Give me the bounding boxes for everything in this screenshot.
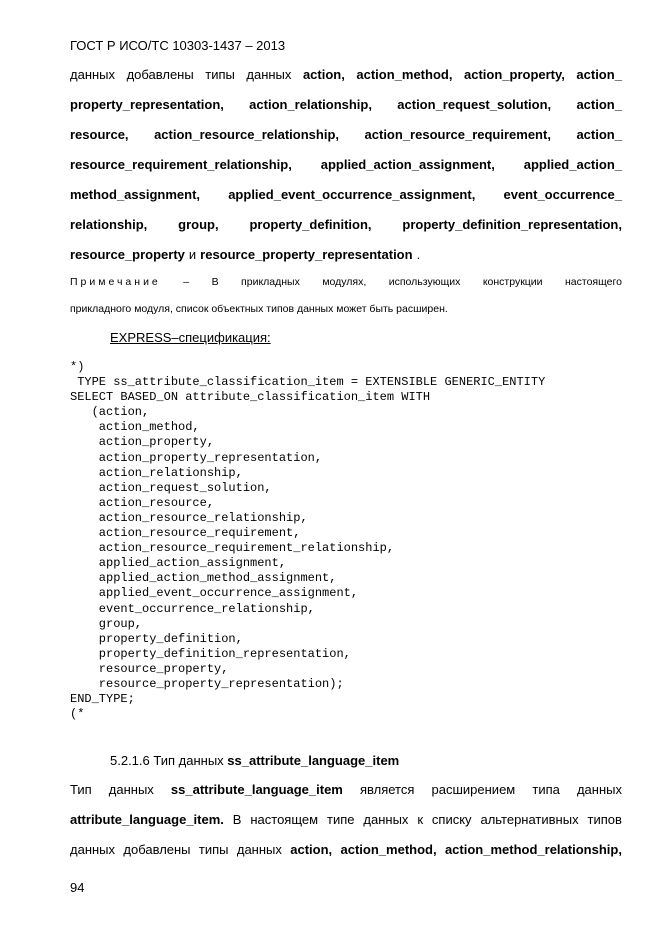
page-number: 94 [70, 880, 85, 895]
note-word: модулях, [322, 276, 367, 288]
note-line [70, 269, 622, 296]
word: списку [431, 812, 472, 827]
word: . [416, 247, 421, 262]
text-line [70, 835, 622, 865]
word: данных [70, 67, 116, 82]
text-line [70, 120, 622, 150]
note-word: – [183, 276, 190, 288]
document-header: ГОСТ Р ИСО/ТС 10303-1437 – 2013 [70, 38, 286, 53]
word: action, [290, 842, 333, 857]
word: applied_action_assignment, [320, 157, 495, 172]
word: типы [198, 842, 229, 857]
note-word: настоящего [565, 276, 622, 288]
word: Тип [70, 782, 92, 797]
word: action_ [576, 127, 622, 142]
word: ss_attribute_language_item [170, 782, 343, 797]
paragraph-language-item [70, 775, 622, 865]
word: типы [205, 67, 235, 82]
word: action_method, [340, 842, 437, 857]
word: action_ [576, 67, 622, 82]
word: action_property, [463, 67, 565, 82]
word: applied_action_ [523, 157, 622, 172]
word: В [232, 812, 242, 827]
text-line [70, 240, 622, 270]
word: action_relationship, [249, 97, 372, 112]
word: расширением [431, 782, 516, 797]
word: action_method, [356, 67, 453, 82]
word: group, [178, 217, 219, 232]
note-text: прикладного модуля, список объектных типов данных может быть расширен. [70, 303, 448, 315]
word: property_definition_representation, [402, 217, 622, 232]
word: event_occurrence_ [503, 187, 622, 202]
section-type-name: ss_attribute_language_item [227, 753, 400, 768]
word: action_method_relationship, [444, 842, 622, 857]
word: данных [236, 842, 282, 857]
section-heading [110, 753, 399, 768]
word: данных [576, 782, 622, 797]
note-word: прикладных [241, 276, 300, 288]
word: данных [363, 812, 409, 827]
word: добавлены [126, 67, 194, 82]
paragraph-data-types-list [70, 60, 622, 270]
word: attribute_language_item. [70, 812, 224, 827]
note-word: Примечание [70, 276, 161, 288]
note-line [70, 296, 622, 323]
word: данных [70, 842, 116, 857]
word: resource_requirement_relationship, [70, 157, 292, 172]
word: альтернативных [480, 812, 579, 827]
word: типов [587, 812, 622, 827]
express-code-block: *) TYPE ss_attribute_classification_item = EXTENSIBLE GENERIC_ENTITY SELECT BASED_ON attribute_classification_item WITH (action, action_method, action_property, action_property_representation, action_relationship, action_request_solution, action_resource, action_resource_relationship, action_resource_requirement, action_resource_requirement_relationship, applied_action_assignment, applied_action_method_assignment, applied_event_occurrence_assignment, event_occurrence_relationship, group, property_definition, property_definition_representation, resource_property, resource_property_representation); END_TYPE; (* [70, 360, 546, 722]
word: resource_property [70, 247, 185, 262]
text-line [70, 90, 622, 120]
word: action, [302, 67, 345, 82]
text-line [70, 805, 622, 835]
word: relationship, [70, 217, 148, 232]
word: action_ [576, 97, 622, 112]
word: данных [108, 782, 154, 797]
note-block [70, 269, 622, 323]
text-line [70, 60, 622, 90]
express-spec-label: EXPRESS–спецификация: [110, 330, 271, 345]
word: и [188, 247, 197, 262]
word: данных [246, 67, 292, 82]
note-word: использующих [388, 276, 461, 288]
word: applied_event_occurrence_assignment, [228, 187, 476, 202]
word: resource, [70, 127, 129, 142]
text-line [70, 775, 622, 805]
word: добавлены [123, 842, 191, 857]
word: property_representation, [70, 97, 224, 112]
word: типе [326, 812, 355, 827]
word: action_resource_relationship, [154, 127, 340, 142]
word: property_definition, [249, 217, 372, 232]
word: action_request_solution, [397, 97, 552, 112]
word: настоящем [250, 812, 319, 827]
word: типа [532, 782, 560, 797]
text-line [70, 150, 622, 180]
note-word: конструкции [482, 276, 543, 288]
word: method_assignment, [70, 187, 201, 202]
word: к [417, 812, 424, 827]
section-number: 5.2.1.6 Тип данных [110, 753, 228, 768]
word: resource_property_representation [200, 247, 413, 262]
note-word: В [211, 276, 219, 288]
text-line [70, 180, 622, 210]
word: является [359, 782, 415, 797]
word: action_resource_requirement, [364, 127, 551, 142]
text-line [70, 210, 622, 240]
